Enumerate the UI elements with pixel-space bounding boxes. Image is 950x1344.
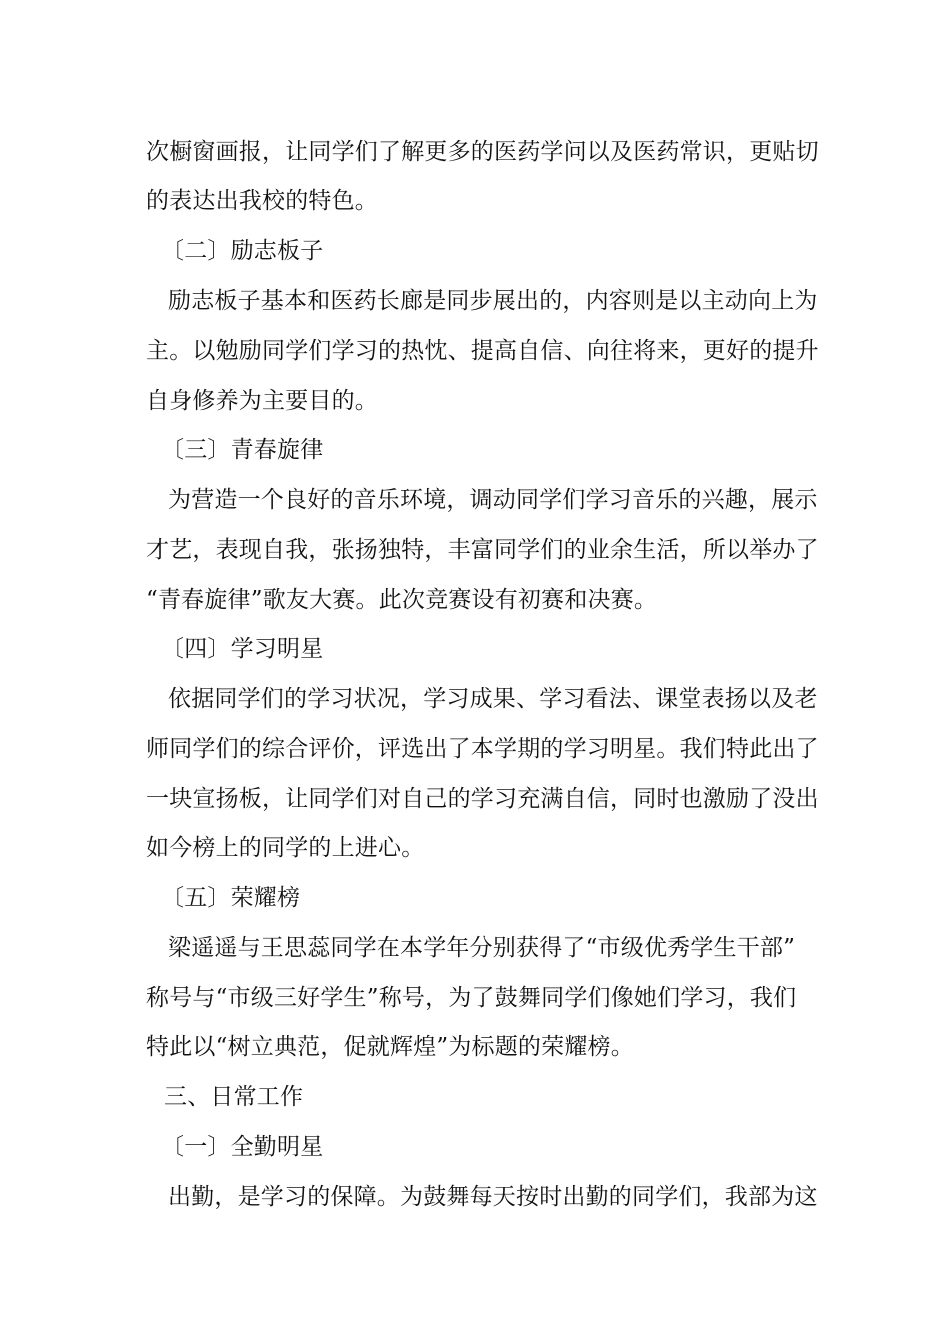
section-heading: 〔四〕学习明星 bbox=[161, 636, 324, 662]
body-text-line: 师同学们的综合评价，评选出了本学期的学习明星。我们特此出了 bbox=[146, 736, 819, 762]
body-text-line: 的表达出我校的特色。 bbox=[146, 188, 378, 214]
body-text-line: 梁遥遥与王思蕊同学在本学年分别获得了“市级优秀学生干部” bbox=[168, 935, 796, 961]
body-text-line: 特此以“树立典范，促就辉煌”为标题的荣耀榜。 bbox=[146, 1034, 634, 1060]
section-heading: 〔二〕励志板子 bbox=[161, 238, 324, 264]
body-text-line: 自身修养为主要目的。 bbox=[146, 388, 378, 414]
chapter-heading: 三、日常工作 bbox=[164, 1084, 304, 1110]
body-text-line: 一块宣扬板，让同学们对自己的学习充满自信，同时也激励了没出 bbox=[146, 786, 819, 812]
body-text-line: 出勤，是学习的保障。为鼓舞每天按时出勤的同学们，我部为这 bbox=[168, 1184, 818, 1210]
section-heading: 〔三〕青春旋律 bbox=[161, 437, 324, 463]
body-text-line: 称号与“市级三好学生”称号，为了鼓舞同学们像她们学习，我们 bbox=[146, 985, 797, 1011]
body-text-line: 才艺，表现自我，张扬独特，丰富同学们的业余生活，所以举办了 bbox=[146, 537, 819, 563]
body-text-line: “青春旋律”歌友大赛。此次竞赛设有初赛和决赛。 bbox=[146, 587, 658, 613]
body-text-line: 依据同学们的学习状况，学习成果、学习看法、课堂表扬以及老 bbox=[168, 686, 818, 712]
body-text-line: 次橱窗画报，让同学们了解更多的医药学问以及医药常识，更贴切 bbox=[146, 139, 819, 165]
body-text-line: 如今榜上的同学的上进心。 bbox=[146, 835, 425, 861]
body-text-line: 励志板子基本和医药长廊是同步展出的，内容则是以主动向上为 bbox=[168, 288, 818, 314]
body-text-line: 为营造一个良好的音乐环境，调动同学们学习音乐的兴趣，展示 bbox=[168, 487, 818, 513]
section-heading: 〔五〕荣耀榜 bbox=[161, 885, 301, 911]
body-text-line: 主。以勉励同学们学习的热忱、提高自信、向往将来，更好的提升 bbox=[146, 338, 819, 364]
section-heading: 〔一〕全勤明星 bbox=[161, 1134, 324, 1160]
